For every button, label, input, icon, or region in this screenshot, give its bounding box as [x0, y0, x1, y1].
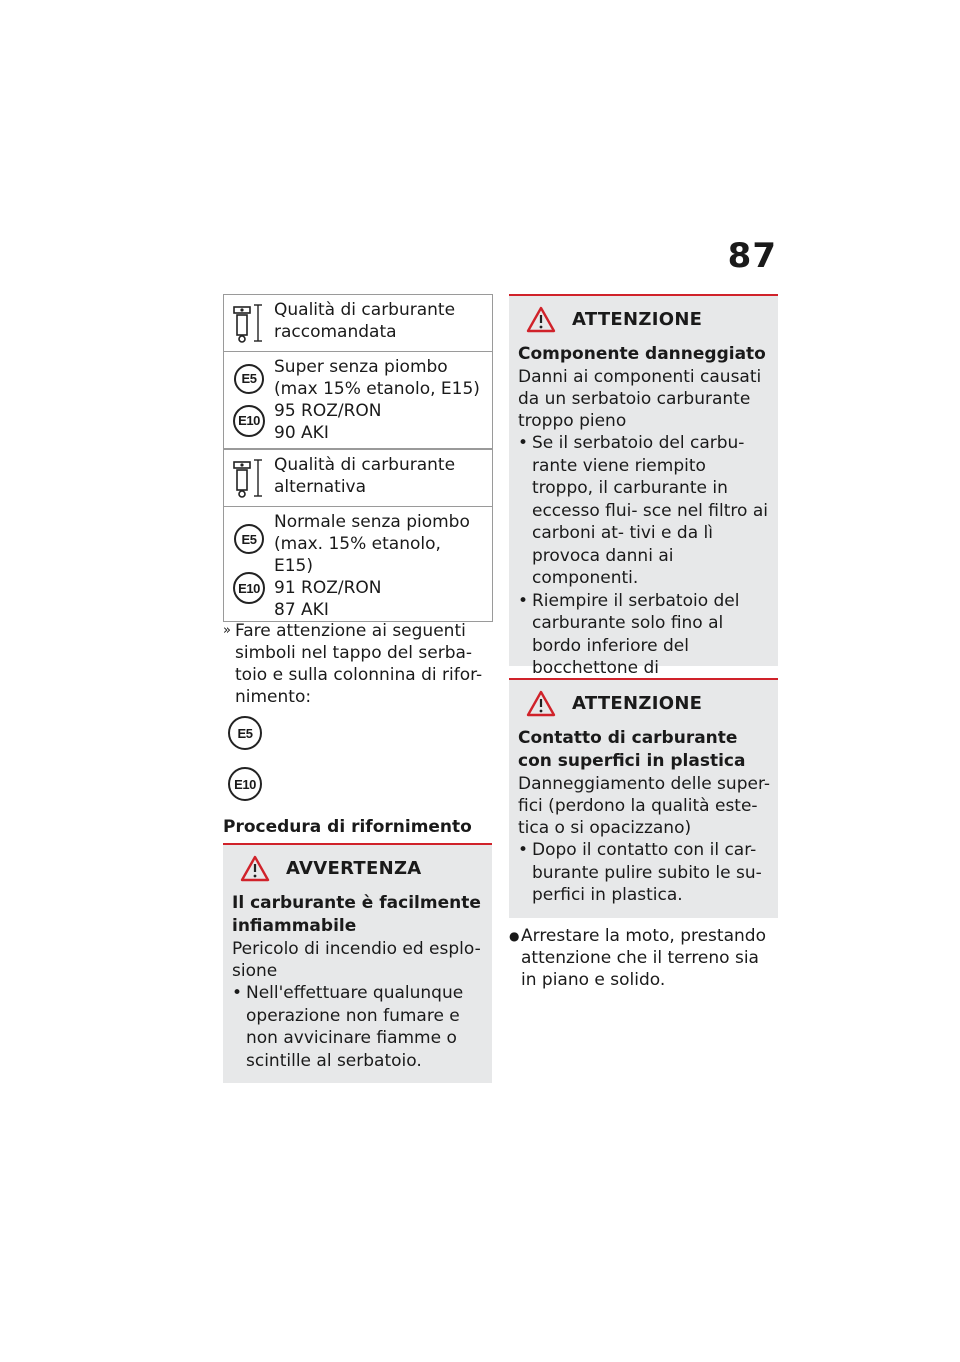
step-marker: ● — [509, 929, 520, 943]
bullet-text: Nell'effettuare qualunque operazione non fumare e non avvicinare fiamme o scintille al serbatoio. — [246, 983, 464, 1071]
bullet-dot: • — [232, 983, 243, 1003]
bullet-text: Dopo il contatto con il car- burante pulire subito le su- perfici in plastica. — [532, 840, 762, 905]
fuel-recommended-spec: Super senza piombo (max 15% etanolo, E15) 95 ROZ/RON 90 AKI — [274, 357, 480, 443]
attenzione-title: ATTENZIONE — [572, 693, 703, 714]
bullet-dot: • — [518, 590, 529, 611]
warning-triangle-icon — [526, 690, 556, 717]
step-text: Arrestare la moto, prestando attenzione che il terreno sia in piano e solido. — [521, 926, 766, 990]
attenzione-hazard: Danni ai componenti causati da un serbatoio carburante troppo pieno — [518, 367, 762, 431]
bullet-text: Riempire il serbatoio del carburante solo fino al bordo inferiore del bocchettone di — [532, 590, 740, 678]
attenzione-box-1 — [509, 294, 778, 678]
e10-badge-icon: E10 — [233, 405, 265, 437]
symbols-note — [223, 620, 485, 708]
e10-badge-icon: E10 — [233, 572, 265, 604]
attenzione-title: ATTENZIONE — [572, 309, 703, 330]
attenzione-headline: Contatto di carburante con superfici in plastica — [518, 728, 746, 771]
fuel-quality-table — [223, 294, 493, 449]
avvertenza-title: AVVERTENZA — [286, 858, 422, 879]
warning-triangle-icon — [240, 855, 270, 882]
attenzione-headline: Componente danneggiato — [518, 344, 766, 364]
fuel-alternative-label: Qualità di carburante alternativa — [274, 455, 456, 497]
fuel-alternative-spec-row — [224, 506, 492, 621]
procedure-heading: Procedura di rifornimento — [223, 817, 472, 837]
fuel-pump-icon — [224, 295, 274, 351]
bullet-text: Se il serbatoio del carbu- rante viene riempito troppo, il carburante in eccesso flui- sce nel filtro ai carboni at- tivi e da lì provoca danni ai componenti. — [532, 433, 768, 588]
fuel-recommended-header-row — [224, 295, 492, 351]
warning-triangle-icon — [526, 306, 556, 333]
list-item — [518, 839, 770, 907]
e10-badge-icon: E10 — [228, 767, 262, 801]
note-text: Fare attenzione ai seguenti simboli nel tappo del serba- toio e sulla colonnina di rifor- nimento: — [235, 621, 483, 707]
e5-badge-icon: E5 — [234, 364, 264, 394]
bullet-dot: • — [518, 840, 529, 860]
avvertenza-headline: Il carburante è facilmente infiammabile — [232, 893, 481, 936]
list-item — [518, 432, 770, 590]
fuel-recommended-label: Qualità di carburante raccomandata — [274, 300, 456, 342]
fuel-alternative-table — [223, 449, 493, 622]
fuel-alternative-header-row — [224, 450, 492, 506]
list-item — [232, 982, 484, 1072]
fuel-recommended-spec-row — [224, 351, 492, 448]
attenzione-box-2 — [509, 678, 778, 918]
avvertenza-hazard: Pericolo di incendio ed esplo- sione — [232, 939, 481, 981]
fuel-pump-icon — [224, 450, 274, 506]
page-number: 87 — [727, 236, 777, 276]
avvertenza-box — [223, 843, 492, 1083]
e5-badge-icon: E5 — [228, 716, 262, 750]
fuel-alternative-spec: Normale senza piombo (max. 15% etanolo, E15) 91 ROZ/RON 87 AKI — [274, 512, 470, 620]
attenzione-hazard: Danneggiamento delle super- fici (perdono la qualità este- tica o si opacizzano) — [518, 774, 770, 838]
procedure-step — [509, 925, 777, 991]
e5-badge-icon: E5 — [234, 524, 264, 554]
note-marker: » — [223, 623, 231, 638]
bullet-dot: • — [518, 433, 529, 453]
